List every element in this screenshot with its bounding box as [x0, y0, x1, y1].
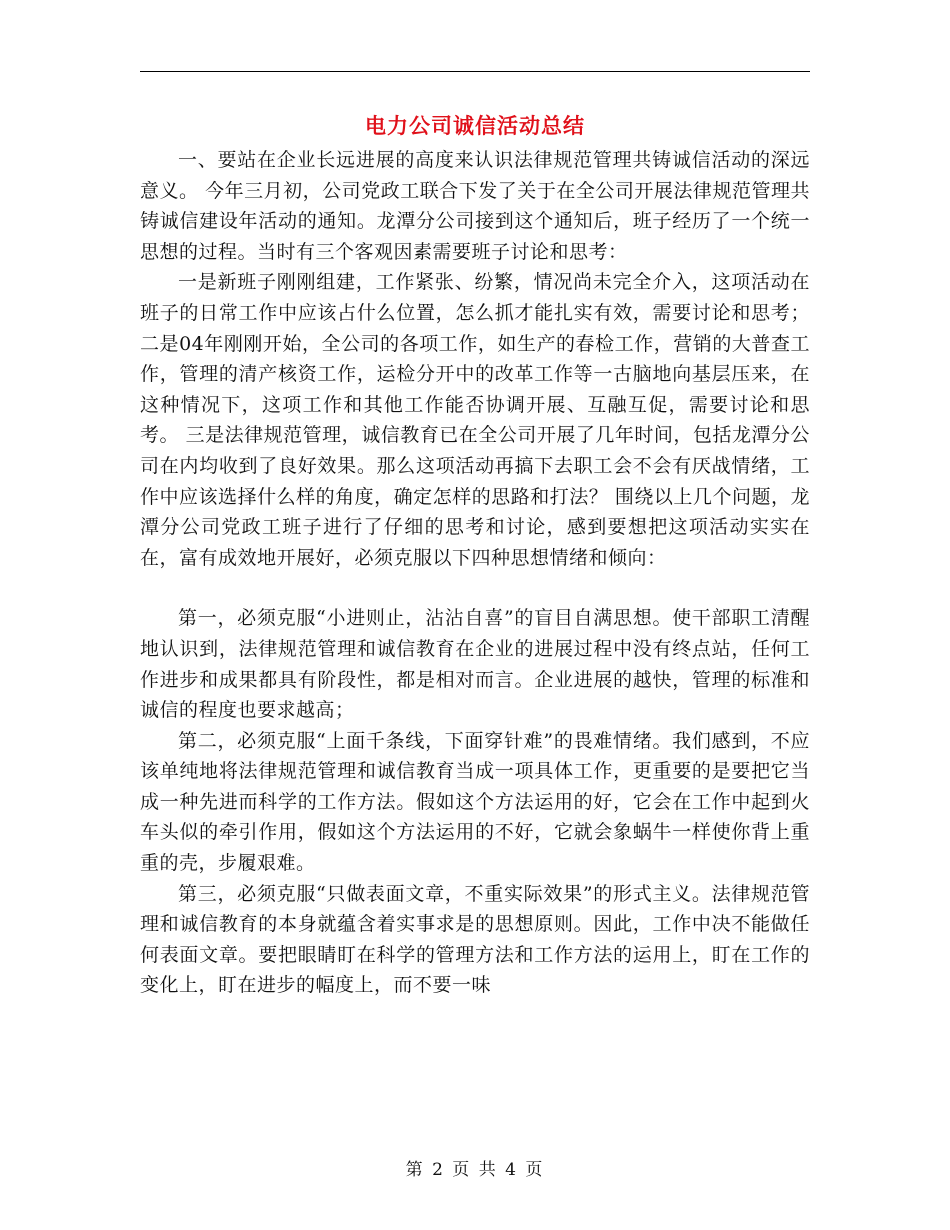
page-number: 第 2 页 共 4 页	[405, 1160, 545, 1180]
document-title: 电力公司诚信活动总结	[365, 113, 585, 138]
paragraph-spacer	[140, 573, 810, 603]
paragraph-second: 第二，必须克服“上面千条线，下面穿针难”的畏难情绪。我们感到，不应该单纯地将法律规范管理和诚信教育当成一项具体工作，更重要的是要把它当成一种先进而科学的工作方法。假如这个方法运用的好，它会在工作中起到火车头似的牵引作用，假如这个方法运用的不好，它就会象蜗牛一样使你背上重重的壳，步履艰难。	[140, 729, 810, 875]
paragraph-third: 第三，必须克服“只做表面文章，不重实际效果”的形式主义。法律规范管理和诚信教育的本身就蕴含着实事求是的思想原则。因此，工作中决不能做任何表面文章。要把眼睛盯在科学的管理方法和工作方法的运用上，盯在工作的变化上，盯在进步的幅度上，而不要一味	[140, 882, 810, 997]
paragraph-intro: 一、要站在企业长远进展的高度来认识法律规范管理共铸诚信活动的深远意义。 今年三月初，公司党政工联合下发了关于在全公司开展法律规范管理共铸诚信建设年活动的通知。龙潭分公司接到这个通知后，班子经历了一个统一思想的过程。当时有三个客观因素需要班子讨论和思考：	[140, 149, 810, 263]
header-rule	[140, 71, 810, 72]
paragraph-factors: 一是新班子刚刚组建，工作紧张、纷繁，情况尚未完全介入，这项活动在班子的日常工作中应该占什么位置，怎么抓才能扎实有效，需要讨论和思考； 二是04年刚刚开始，全公司的各项工作，如生产的春检工作，营销的大普查工作，管理的清产核资工作，运检分开中的改革工作等一古脑地向基层压来，在这种情况下，这项工作和其他工作能否协调开展、互融互促，需要讨论和思考。 三是法律规范管理，诚信教育已在全公司开展了几年时间，包括龙潭分公司在内均收到了良好效果。那么这项活动再搞下去职工会不会有厌战情绪，工作中应该选择什么样的角度，确定怎样的思路和打法？ 围绕以上几个问题，龙潭分公司党政工班子进行了仔细的思考和讨论，感到要想把这项活动实实在在，富有成效地开展好，必须克服以下四种思想情绪和倾向：	[140, 271, 810, 569]
document-body	[140, 145, 810, 1001]
paragraph-first: 第一，必须克服“小进则止，沾沾自喜”的盲目自满思想。使干部职工清醒地认识到，法律规范管理和诚信教育在企业的进展过程中没有终点站，任何工作进步和成果都具有阶段性，都是相对而言。企业进展的越快，管理的标准和诚信的程度也要求越高；	[140, 607, 810, 722]
